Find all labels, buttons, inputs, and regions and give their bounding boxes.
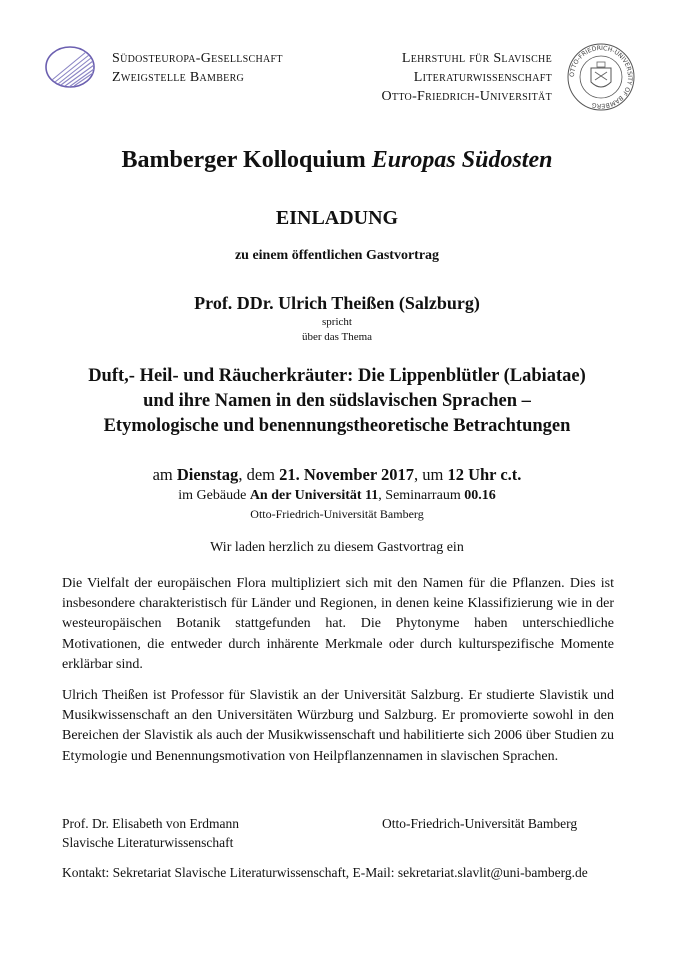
bio-paragraph: Ulrich Theißen ist Professor für Slavistik an der Universität Salzburg. Er studierte Slavistik und Musikwissenschaft an den Universitäten Würzburg und Salzburg. Er promovierte sowohl in den Bereichen der Slavistik als auch der Musikwissenschaft und habilitierte sich 2006 über Studien zu Etymologie und Benennungsmotivation von Heilpflanzennamen in slavischen Sprachen. [62, 688, 614, 764]
lecture-topic [0, 364, 674, 439]
date-sep1: , dem [238, 465, 280, 484]
signature-left [62, 814, 239, 852]
event-time: 12 Uhr c.t. [447, 465, 522, 484]
header-left [112, 49, 283, 87]
header-right-line2: Literaturwissenschaft [413, 70, 552, 85]
speaker-name: Prof. DDr. Ulrich Theißen (Salzburg) [194, 293, 480, 313]
title-main: Bamberger Kolloquium [121, 147, 366, 173]
event-room: 00.16 [464, 488, 496, 503]
header-left-line2: Zweigstelle Bamberg [112, 70, 245, 85]
header-left-line1: Südosteuropa-Gesellschaft [112, 51, 283, 66]
signature-department: Slavische Literaturwissenschaft [62, 835, 234, 850]
einladung-heading: EINLADUNG [275, 207, 399, 229]
date-prefix: am [152, 465, 177, 484]
signature-name: Prof. Dr. Elisabeth von Erdmann [62, 816, 239, 831]
topic-line2: und ihre Namen in den südslavischen Sprachen – [143, 391, 531, 411]
suedosteuropa-logo-icon [42, 44, 98, 90]
subline: zu einem öffentlichen Gastvortrag [234, 248, 440, 263]
topic-line3: Etymologische und benennungstheoretische Betrachtungen [103, 416, 571, 436]
event-day: Dienstag [176, 465, 239, 484]
ueber-label: über das Thema [301, 331, 373, 343]
place-sep: , Seminarraum [378, 488, 465, 503]
title-italic: Europas Südosten [371, 147, 553, 173]
contact-line: Kontakt: Sekretariat Slavische Literaturwissenschaft, E-Mail: sekretariat.slavlit@uni-bamberg.de [62, 865, 588, 880]
seal-ring-text: OTTO-FRIEDRICH-UNIVERSITY OF BAMBERG [568, 44, 634, 110]
signature-right: Otto-Friedrich-Universität Bamberg [382, 816, 578, 831]
header-right-line1: Lehrstuhl für Slavische [401, 51, 552, 66]
university-seal-icon [566, 42, 636, 112]
place-line [0, 487, 674, 505]
place-prefix: im Gebäude [178, 488, 250, 503]
svg-text:OTTO-FRIEDRICH-UNIVERSITY OF B [569, 45, 633, 109]
spricht-label: spricht [322, 316, 352, 328]
colloquium-title [0, 145, 674, 175]
event-building: An der Universität 11 [249, 488, 379, 503]
header-right [344, 49, 552, 106]
event-date: 21. November 2017 [279, 465, 414, 484]
invite-line: Wir laden herzlich zu diesem Gastvortrag ein [210, 540, 464, 555]
description-paragraph: Die Vielfalt der europäischen Flora multipliziert sich mit den Namen für die Pflanzen. Dies ist insbesondere charakteristisch für Länder und Regionen, in denen keine Klassifizierung wie in der westeuropäischen Botanik stattgefunden hat. Die Phytonyme haben unterschiedliche Motivationen, die entweder durch inhärente Merkmale oder durch kulturspezifische Momente erklärbar sind. [62, 576, 614, 672]
topic-line1: Duft,- Heil- und Räucherkräuter: Die Lippenblütler (Labiatae) [88, 366, 586, 386]
date-line [0, 464, 674, 485]
date-sep2: , um [414, 465, 448, 484]
institution-line: Otto-Friedrich-Universität Bamberg [250, 507, 424, 521]
header-right-line3: Otto-Friedrich-Universität [381, 89, 552, 104]
